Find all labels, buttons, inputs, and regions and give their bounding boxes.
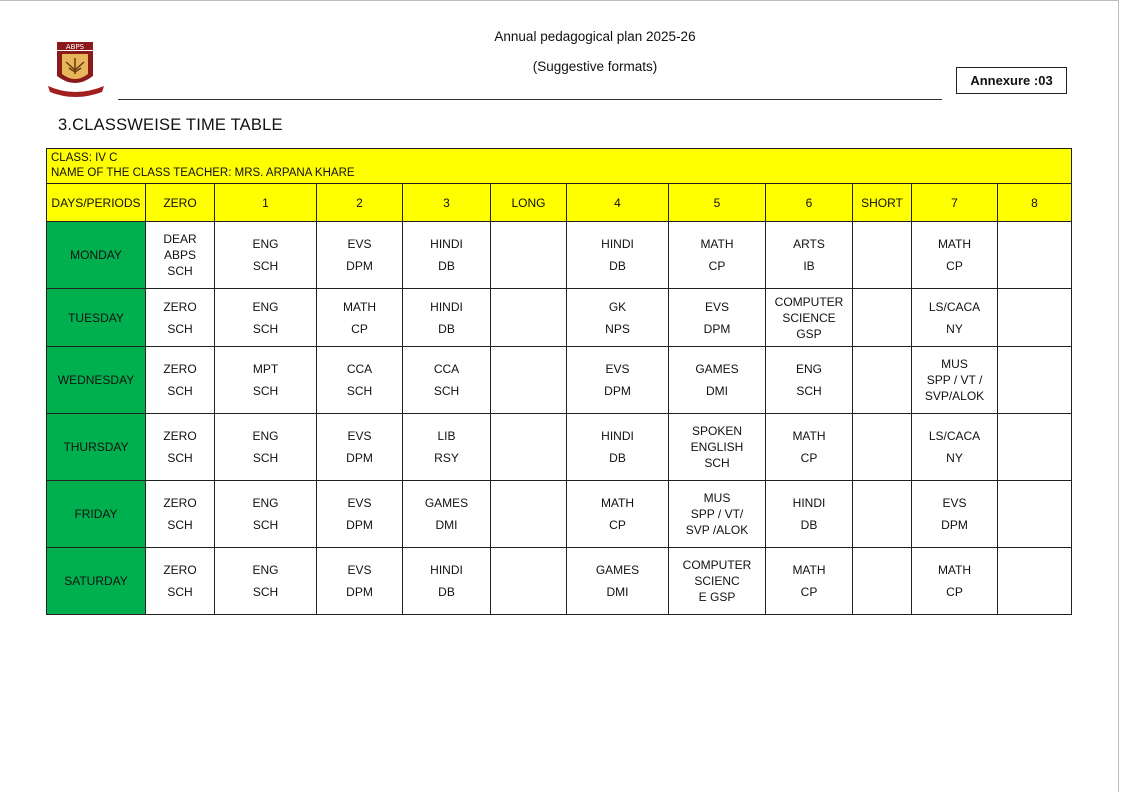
period-entry xyxy=(669,236,765,274)
period-cell xyxy=(403,548,491,615)
period-entry xyxy=(146,361,214,399)
teacher-code: SCH xyxy=(167,518,193,532)
period-entry xyxy=(215,299,316,337)
teacher-code: SCH xyxy=(167,264,193,278)
period-entry xyxy=(669,299,765,337)
period-cell xyxy=(766,289,853,347)
period-cell xyxy=(567,481,669,548)
subject-text: GAMES xyxy=(595,563,640,577)
period-cell xyxy=(669,481,766,548)
subject-text: ZERO xyxy=(163,362,197,376)
period-cell xyxy=(766,481,853,548)
period-cell xyxy=(491,414,567,481)
subject-text: MATH xyxy=(342,299,377,314)
day-cell: TUESDAY xyxy=(47,289,146,347)
period-cell xyxy=(912,414,998,481)
subject-text: ZERO xyxy=(163,299,197,314)
teacher-code: CP xyxy=(800,585,818,599)
teacher-code: CP xyxy=(708,259,726,273)
teacher-code: SCH xyxy=(252,384,279,398)
table-row xyxy=(47,222,1072,289)
period-entry xyxy=(146,562,214,600)
subject-text: MATH xyxy=(937,563,972,577)
period-entry xyxy=(317,236,402,274)
period-cell xyxy=(998,548,1072,615)
period-entry xyxy=(317,299,402,337)
class-info xyxy=(47,149,1072,184)
header-rule xyxy=(118,99,942,100)
teacher-code: SCH xyxy=(167,321,193,336)
period-entry xyxy=(669,490,765,538)
teacher-code: SVP/ALOK xyxy=(924,389,985,403)
period-cell xyxy=(853,347,912,414)
day-cell: WEDNESDAY xyxy=(47,347,146,414)
teacher-code: DMI xyxy=(606,585,629,599)
period-entry xyxy=(912,236,997,274)
annexure-box: Annexure :03 xyxy=(956,67,1067,94)
column-header: 7 xyxy=(912,184,998,222)
period-cell xyxy=(766,347,853,414)
class-line: CLASS: IV C xyxy=(51,152,118,164)
period-entry xyxy=(567,361,668,399)
page-frame-top xyxy=(0,0,1118,1)
subject-text: HINDI xyxy=(601,237,634,251)
teacher-code: SCH xyxy=(167,384,193,398)
period-entry xyxy=(215,495,316,533)
teacher-code: DB xyxy=(438,321,455,336)
subject-text: ARTS xyxy=(793,237,825,251)
day-cell: SATURDAY xyxy=(47,548,146,615)
subject-text: MUS xyxy=(941,357,968,371)
teacher-code: DPM xyxy=(346,518,373,532)
period-entry xyxy=(215,361,316,399)
period-cell xyxy=(491,481,567,548)
subject-text: ENG xyxy=(252,563,279,577)
day-cell: MONDAY xyxy=(47,222,146,289)
document-title: Annual pedagogical plan 2025-26 xyxy=(494,29,696,44)
period-entry xyxy=(146,495,214,533)
teacher-code: DPM xyxy=(346,451,373,465)
subject-text: SPP / VT / xyxy=(926,373,983,387)
day-cell: THURSDAY xyxy=(47,414,146,481)
column-header: LONG xyxy=(491,184,567,222)
column-header: 3 xyxy=(403,184,491,222)
teacher-code: CP xyxy=(609,518,626,532)
column-header: SHORT xyxy=(853,184,912,222)
teacher-line: NAME OF THE CLASS TEACHER: MRS. ARPANA KHARE xyxy=(51,167,355,179)
teacher-code: IB xyxy=(803,259,815,273)
period-cell xyxy=(215,414,317,481)
teacher-code: RSY xyxy=(434,451,459,465)
subject-text: EVS xyxy=(605,362,630,376)
teacher-code: CP xyxy=(800,451,818,465)
period-cell xyxy=(567,289,669,347)
period-cell xyxy=(215,548,317,615)
period-entry xyxy=(317,562,402,600)
period-entry xyxy=(567,236,668,274)
subject-text: ZERO xyxy=(163,563,197,577)
subject-text: COMPUTER xyxy=(774,294,844,309)
subject-text: MPT xyxy=(252,362,279,376)
teacher-code: DPM xyxy=(346,259,373,273)
period-cell xyxy=(146,289,215,347)
period-cell xyxy=(766,548,853,615)
table-row xyxy=(47,481,1072,548)
period-entry xyxy=(567,562,668,600)
teacher-code: DB xyxy=(609,259,626,273)
teacher-code: NY xyxy=(946,321,963,336)
teacher-code: SCH xyxy=(433,384,460,398)
teacher-code: DB xyxy=(800,518,818,532)
period-cell xyxy=(853,222,912,289)
period-entry xyxy=(567,428,668,466)
subject-text: SPOKEN xyxy=(691,424,742,438)
period-cell xyxy=(998,222,1072,289)
subject-text: COMPUTER xyxy=(682,558,752,572)
period-cell xyxy=(912,347,998,414)
subject-text: SCIENCE xyxy=(782,310,836,325)
period-entry xyxy=(317,361,402,399)
teacher-code: SCH xyxy=(252,259,279,273)
period-cell xyxy=(215,481,317,548)
table-row xyxy=(47,548,1072,615)
period-cell xyxy=(998,289,1072,347)
subject-text: LS/CACA xyxy=(928,429,981,443)
teacher-code: DPM xyxy=(703,321,731,336)
period-cell xyxy=(491,222,567,289)
period-entry xyxy=(912,495,997,533)
period-cell xyxy=(403,481,491,548)
period-cell xyxy=(146,548,215,615)
subject-text: ENG xyxy=(795,362,822,376)
teacher-code: GSP xyxy=(796,326,822,341)
subject-text: MATH xyxy=(792,429,826,443)
period-cell xyxy=(766,222,853,289)
subject-text: ZERO xyxy=(163,496,197,510)
period-cell xyxy=(669,222,766,289)
period-cell xyxy=(998,414,1072,481)
period-entry xyxy=(146,299,214,337)
period-entry xyxy=(403,562,490,600)
period-cell xyxy=(669,289,766,347)
subject-text: EVS xyxy=(704,299,729,314)
subject-text: HINDI xyxy=(430,563,463,577)
subject-text: MATH xyxy=(792,563,826,577)
teacher-code: SCH xyxy=(252,321,279,336)
teacher-code: DPM xyxy=(604,384,631,398)
teacher-code: SVP /ALOK xyxy=(685,523,749,537)
period-cell xyxy=(669,414,766,481)
period-entry xyxy=(146,231,214,279)
subject-text: SCIENC xyxy=(694,574,740,588)
period-entry xyxy=(766,562,852,600)
period-cell xyxy=(998,347,1072,414)
period-entry xyxy=(215,562,316,600)
period-cell xyxy=(912,222,998,289)
teacher-code: NPS xyxy=(605,321,630,336)
school-logo xyxy=(44,38,108,100)
period-cell xyxy=(146,414,215,481)
subject-text: GAMES xyxy=(695,362,739,376)
teacher-code: DPM xyxy=(941,518,968,532)
subject-text: EVS xyxy=(942,496,967,510)
subject-text: GAMES xyxy=(424,496,469,510)
period-cell xyxy=(317,289,403,347)
subject-text: CCA xyxy=(433,362,460,376)
period-entry xyxy=(146,428,214,466)
period-entry xyxy=(669,361,765,399)
column-header: 5 xyxy=(669,184,766,222)
period-entry xyxy=(766,428,852,466)
column-header: ZERO xyxy=(146,184,215,222)
period-entry xyxy=(215,236,316,274)
period-cell xyxy=(853,414,912,481)
column-header: 2 xyxy=(317,184,403,222)
teacher-code: E GSP xyxy=(698,590,736,604)
subject-text: MUS xyxy=(703,491,731,505)
period-cell xyxy=(317,548,403,615)
subject-text: ENGLISH xyxy=(690,440,744,454)
teacher-code: DPM xyxy=(346,585,373,599)
period-entry xyxy=(403,236,490,274)
subject-text: MATH xyxy=(937,237,972,251)
period-cell xyxy=(669,548,766,615)
subject-text: EVS xyxy=(347,237,372,251)
period-cell xyxy=(567,414,669,481)
period-cell xyxy=(491,548,567,615)
period-entry xyxy=(912,428,997,466)
period-cell xyxy=(146,347,215,414)
teacher-code: DB xyxy=(609,451,626,465)
teacher-code: DMI xyxy=(435,518,458,532)
document-subtitle: (Suggestive formats) xyxy=(532,59,658,74)
period-cell xyxy=(215,289,317,347)
subject-text: EVS xyxy=(347,496,372,510)
period-entry xyxy=(215,428,316,466)
teacher-code: NY xyxy=(946,451,963,465)
period-cell xyxy=(998,481,1072,548)
teacher-code: SCH xyxy=(252,518,279,532)
teacher-code: SCH xyxy=(252,451,279,465)
table-row xyxy=(47,414,1072,481)
teacher-code: SCH xyxy=(252,585,279,599)
subject-text: ENG xyxy=(252,237,279,251)
subject-text: EVS xyxy=(347,563,372,577)
period-cell xyxy=(912,481,998,548)
subject-text: ABPS xyxy=(163,248,196,262)
teacher-code: CP xyxy=(946,585,963,599)
period-cell xyxy=(853,481,912,548)
subject-text: GK xyxy=(608,299,627,314)
period-entry xyxy=(567,495,668,533)
subject-text: LS/CACA xyxy=(928,299,981,314)
period-cell xyxy=(146,481,215,548)
column-header: 8 xyxy=(998,184,1072,222)
period-cell xyxy=(491,347,567,414)
period-cell xyxy=(491,289,567,347)
column-header: 4 xyxy=(567,184,669,222)
subject-text: LIB xyxy=(437,429,456,443)
subject-text: ENG xyxy=(252,299,279,314)
table-row xyxy=(47,289,1072,347)
period-entry xyxy=(669,557,765,605)
teacher-code: CP xyxy=(946,259,963,273)
header-row xyxy=(47,184,1072,222)
period-entry xyxy=(912,299,997,337)
period-entry xyxy=(403,299,490,337)
subject-text: CCA xyxy=(346,362,373,376)
teacher-code: SCH xyxy=(796,384,822,398)
timetable xyxy=(46,148,1072,615)
period-cell xyxy=(403,414,491,481)
subject-text: HINDI xyxy=(430,299,463,314)
period-entry xyxy=(317,495,402,533)
period-cell xyxy=(853,289,912,347)
period-cell xyxy=(317,414,403,481)
teacher-code: DMI xyxy=(706,384,728,398)
period-cell xyxy=(766,414,853,481)
period-cell xyxy=(403,347,491,414)
period-entry xyxy=(912,356,997,404)
period-entry xyxy=(403,495,490,533)
period-cell xyxy=(912,548,998,615)
day-cell: FRIDAY xyxy=(47,481,146,548)
subject-text: ENG xyxy=(252,496,279,510)
period-entry xyxy=(317,428,402,466)
period-entry xyxy=(766,361,852,399)
column-header: 1 xyxy=(215,184,317,222)
period-cell xyxy=(215,347,317,414)
subject-text: HINDI xyxy=(601,429,634,443)
teacher-code: SCH xyxy=(346,384,373,398)
period-entry xyxy=(912,562,997,600)
subject-text: SPP / VT/ xyxy=(690,507,744,521)
period-cell xyxy=(403,289,491,347)
period-cell xyxy=(912,289,998,347)
period-entry xyxy=(403,428,490,466)
period-cell xyxy=(215,222,317,289)
period-cell xyxy=(317,222,403,289)
subject-text: MATH xyxy=(600,496,635,510)
period-entry xyxy=(766,495,852,533)
teacher-code: DB xyxy=(438,259,455,273)
teacher-code: SCH xyxy=(167,585,193,599)
period-entry xyxy=(766,236,852,274)
period-cell xyxy=(317,481,403,548)
period-cell xyxy=(403,222,491,289)
subject-text: HINDI xyxy=(430,237,463,251)
column-header: 6 xyxy=(766,184,853,222)
period-entry xyxy=(669,423,765,471)
subject-text: MATH xyxy=(700,237,734,251)
period-cell xyxy=(146,222,215,289)
period-cell xyxy=(567,347,669,414)
subject-text: ENG xyxy=(252,429,279,443)
column-header: DAYS/PERIODS xyxy=(47,184,146,222)
logo-text: ABPS xyxy=(65,43,85,51)
subject-text: EVS xyxy=(347,429,372,443)
period-cell xyxy=(669,347,766,414)
subject-text: ZERO xyxy=(163,429,197,443)
period-cell xyxy=(567,222,669,289)
teacher-code: SCH xyxy=(167,451,193,465)
subject-text: HINDI xyxy=(792,496,826,510)
period-cell xyxy=(567,548,669,615)
section-title: 3.CLASSWEISE TIME TABLE xyxy=(58,116,283,134)
subject-text: DEAR xyxy=(163,232,197,246)
teacher-code: CP xyxy=(351,321,368,336)
teacher-code: SCH xyxy=(704,456,730,470)
period-entry xyxy=(766,294,852,342)
period-cell xyxy=(317,347,403,414)
table-row xyxy=(47,347,1072,414)
period-cell xyxy=(853,548,912,615)
period-entry xyxy=(403,361,490,399)
period-entry xyxy=(567,299,668,337)
page-frame-right xyxy=(1118,0,1119,792)
teacher-code: DB xyxy=(438,585,455,599)
